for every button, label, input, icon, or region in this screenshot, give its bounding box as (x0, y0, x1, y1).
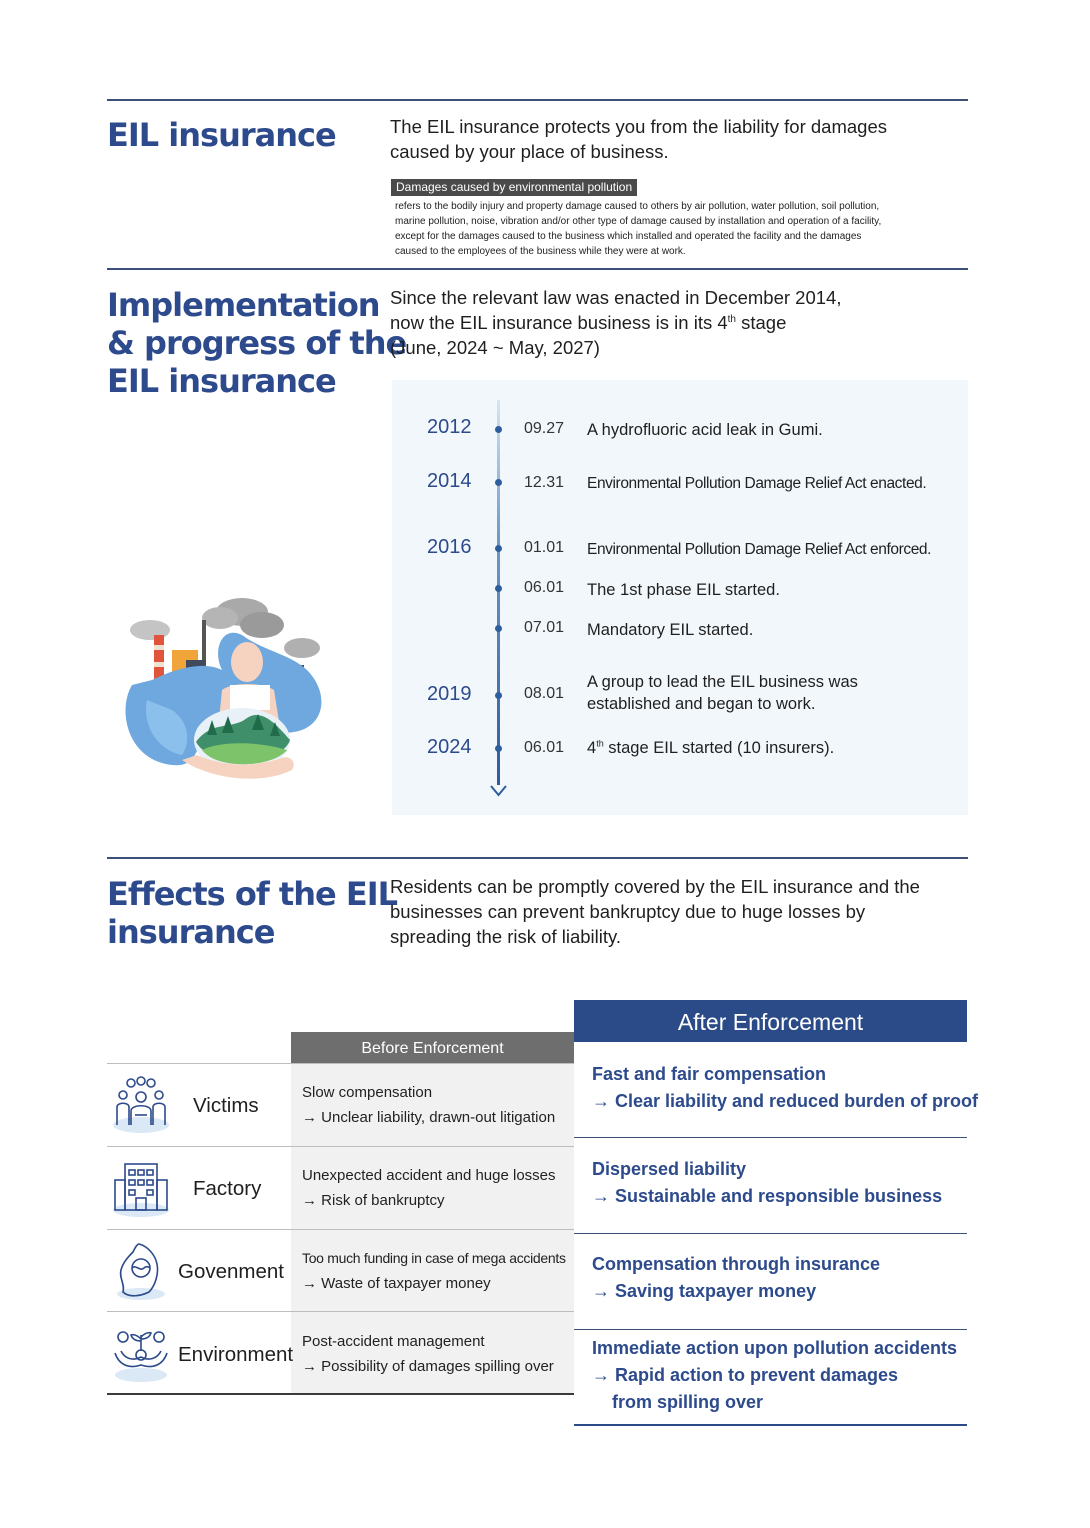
lead-text: stage (735, 312, 787, 333)
section-title-eil: EIL insurance (107, 116, 336, 154)
timeline-dot (495, 426, 502, 433)
cell-line: → Clear liability and reduced burden of proof (592, 1091, 979, 1111)
superscript: th (727, 313, 736, 325)
category-label: Govenment (178, 1260, 284, 1283)
cell-line: Too much funding in case of mega accidents (302, 1250, 566, 1266)
lead-text: now the EIL insurance business is in its 4 (390, 312, 728, 333)
timeline-date: 07.01 (524, 619, 565, 636)
timeline-date: 12.31 (524, 474, 565, 491)
after-cell (592, 1251, 880, 1305)
cell-line: → Saving taxpayer money (592, 1281, 817, 1301)
timeline-arrow-icon (490, 785, 507, 797)
lead-line: spreading the risk of liability. (390, 926, 622, 947)
before-cell (302, 1329, 572, 1379)
before-cell (302, 1246, 572, 1296)
before-cell (302, 1163, 572, 1213)
hands-plant-icon (111, 1325, 171, 1385)
row-divider (574, 1233, 967, 1234)
section-lead (390, 874, 920, 949)
timeline-date: 06.01 (524, 579, 565, 596)
after-enforcement-header: After Enforcement (574, 1000, 967, 1042)
timeline-year: 2016 (427, 536, 472, 558)
definition-tag: Damages caused by environmental pollution (391, 179, 637, 196)
people-group-icon (111, 1075, 171, 1135)
lead-line: Residents can be promptly covered by the EIL insurance and the (390, 876, 920, 897)
section-divider (107, 99, 968, 101)
pollution-woman-illustration (112, 590, 332, 790)
definition-line: refers to the bodily injury and property damage caused to others by air pollution, water pollution, soil pollution, (395, 201, 880, 212)
timeline-dot (495, 745, 502, 752)
row-divider (574, 1137, 967, 1138)
lead-line: The EIL insurance protects you from the liability for damages (390, 116, 887, 137)
lead-line: caused by your place of business. (390, 141, 669, 162)
row-divider (107, 1146, 574, 1147)
timeline-event: Environmental Pollution Damage Relief Act enacted. (587, 475, 927, 492)
before-cell (302, 1080, 572, 1130)
section-title-implementation (107, 286, 406, 400)
section-lead (390, 285, 841, 360)
category-label: Factory (193, 1177, 262, 1200)
timeline-event (587, 671, 858, 715)
event-text: stage EIL started (10 insurers). (603, 739, 835, 757)
after-cell (592, 1156, 942, 1210)
factory-building-icon (111, 1158, 171, 1218)
row-divider (107, 1063, 574, 1064)
cell-line: Compensation through insurance (592, 1254, 881, 1274)
cell-line: Immediate action upon pollution accidents (592, 1338, 958, 1358)
event-line: established and began to work. (587, 695, 816, 713)
cell-line: from spilling over (612, 1392, 764, 1412)
cell-line: Post-accident management (302, 1333, 485, 1350)
title-line: Implementation (107, 286, 380, 324)
timeline-date: 01.01 (524, 539, 565, 556)
before-enforcement-header: Before Enforcement (291, 1032, 574, 1063)
timeline-year: 2019 (427, 683, 472, 705)
timeline-year: 2014 (427, 470, 472, 492)
title-line: Effects of the EIL (107, 875, 397, 913)
lead-line: businesses can prevent bankruptcy due to huge losses by (390, 901, 866, 922)
section-title-effects (107, 875, 397, 951)
timeline-dot (495, 625, 502, 632)
timeline-dot (495, 545, 502, 552)
timeline-date: 08.01 (524, 685, 565, 702)
event-text: 4 (587, 739, 597, 757)
timeline-dot (495, 479, 502, 486)
cell-line: Fast and fair compensation (592, 1064, 827, 1084)
cell-line: → Possibility of damages spilling over (302, 1358, 554, 1375)
cell-line: → Rapid action to prevent damages (592, 1365, 899, 1385)
title-line: & progress of the (107, 324, 407, 362)
timeline-dot (495, 585, 502, 592)
cell-line: → Waste of taxpayer money (302, 1275, 491, 1292)
cell-line: → Risk of bankruptcy (302, 1192, 445, 1209)
timeline-dot (495, 692, 502, 699)
row-divider (107, 1311, 574, 1312)
timeline-date: 09.27 (524, 420, 565, 437)
timeline-line (497, 400, 500, 785)
definition-line: except for the damages caused to the business which installed and operated the facility and the damages (395, 231, 862, 242)
definition-body (395, 199, 965, 259)
row-divider (574, 1329, 967, 1330)
row-divider (107, 1229, 574, 1230)
lead-line: (June, 2024 ~ May, 2027) (390, 337, 600, 358)
timeline-date: 06.01 (524, 739, 565, 756)
category-label: Victims (193, 1094, 259, 1117)
lead-line: Since the relevant law was enacted in December 2014, (390, 287, 842, 308)
cell-line: → Sustainable and responsible business (592, 1186, 943, 1206)
timeline-event: Environmental Pollution Damage Relief Act enforced. (587, 541, 932, 558)
timeline-event (587, 737, 834, 759)
row-divider (574, 1424, 967, 1426)
timeline-year: 2012 (427, 416, 472, 438)
timeline-event: The 1st phase EIL started. (587, 581, 780, 599)
category-label: Environment (178, 1343, 294, 1366)
definition-line: marine pollution, noise, vibration and/or other type of damage caused by installation and operation of a facility, (395, 216, 882, 227)
timeline-event: Mandatory EIL started. (587, 621, 754, 639)
timeline-event: A hydrofluoric acid leak in Gumi. (587, 421, 823, 439)
title-line: EIL insurance (107, 362, 336, 400)
row-divider (107, 1393, 574, 1395)
section-divider (107, 268, 968, 270)
cell-line: → Unclear liability, drawn-out litigation (302, 1109, 556, 1126)
cell-line: Dispersed liability (592, 1159, 747, 1179)
event-line: A group to lead the EIL business was (587, 673, 858, 691)
superscript: th (596, 738, 604, 749)
after-cell (592, 1061, 978, 1115)
timeline-year: 2024 (427, 736, 472, 758)
lead-line (390, 310, 841, 335)
title-line: insurance (107, 913, 275, 951)
cell-line: Slow compensation (302, 1084, 433, 1101)
korea-map-icon (111, 1240, 171, 1300)
definition-line: caused to the employees of the business while they were at work. (395, 246, 686, 257)
cell-line: Unexpected accident and huge losses (302, 1167, 556, 1184)
after-cell (592, 1335, 957, 1416)
section-divider (107, 857, 968, 859)
section-lead (390, 114, 887, 164)
